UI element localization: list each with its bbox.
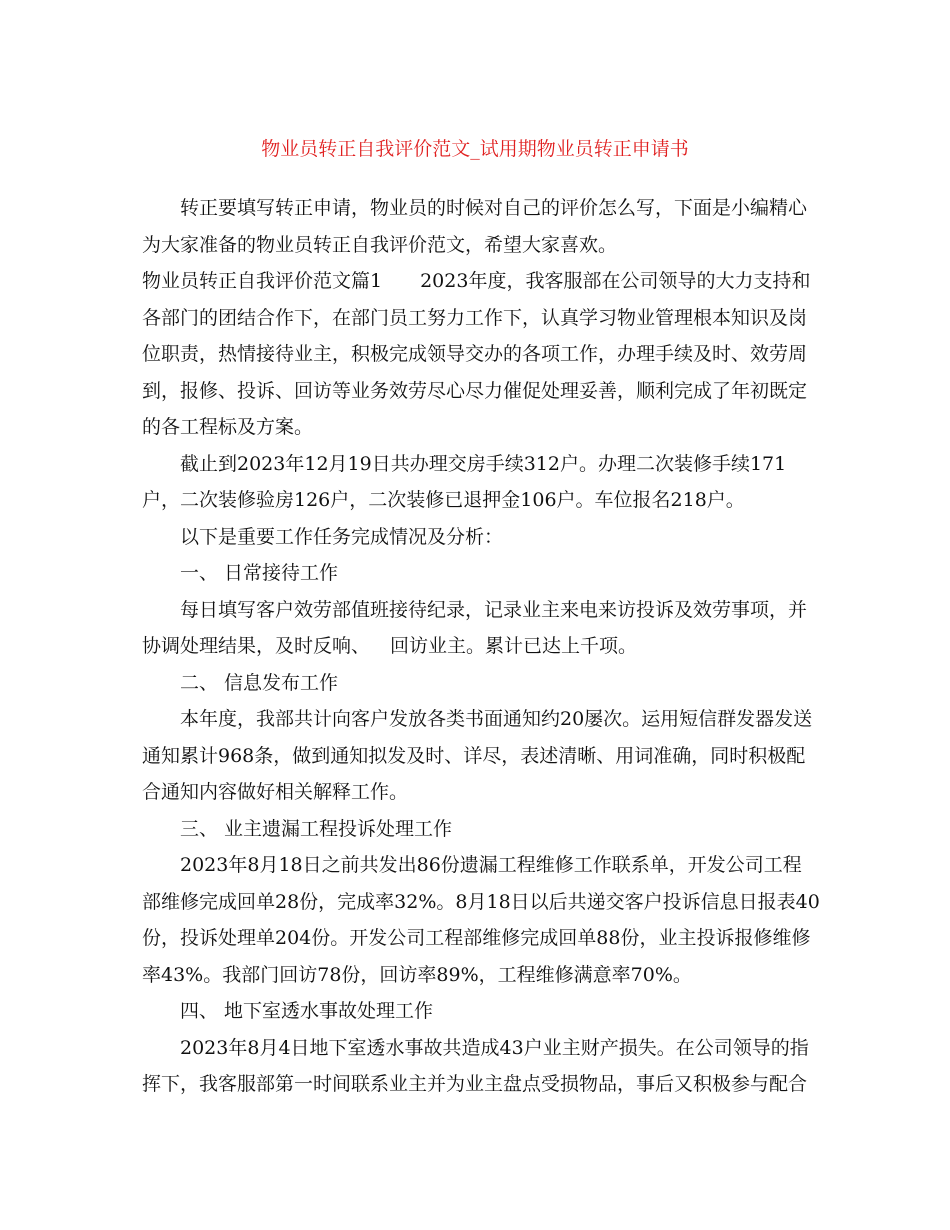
text-line [142, 263, 812, 300]
text-line: 本年度，我部共计向客户发放各类书面通知约20屡次。运用短信群发器发送 [180, 708, 813, 730]
text-fragment: 2023年度，我客服部在公司领导的大力支持和 [420, 270, 811, 292]
section-heading: 一、 日常接待工作 [180, 562, 339, 584]
text-line: 各部门的团结合作下，在部门员工努力工作下，认真学习物业管理根本知识及岗 [142, 306, 808, 329]
text-line: 户，二次装修验房126户，二次装修已退押金106户。车位报名218户。 [142, 489, 745, 511]
text-line: 截止到2023年12月19日共办理交房手续312户。办理二次装修手续171 [180, 452, 787, 475]
document-body [142, 190, 820, 1103]
text-line: 转正要填写转正申请，物业员的时候对自己的评价怎么写，下面是小编精心 [180, 197, 808, 219]
text-line: 位职责，热情接待业主，积极完成领导交办的各项工作，办理手续及时、效劳周 [142, 343, 808, 365]
text-fragment: 回访业主。累计已达上千项。 [390, 635, 638, 657]
text-line: 率43%。我部门回访78份，回访率89%，工程维修满意率70%。 [142, 963, 692, 986]
text-line: 部维修完成回单28份，完成率32%。8月18日以后共递交客户投诉信息日报表40 [142, 890, 820, 913]
text-line: 以下是重要工作任务完成情况及分析： [180, 525, 504, 548]
document-title: 物业员转正自我评价范文_试用期物业员转正申请书 [261, 138, 689, 160]
text-line: 到，报修、投诉、回访等业务效劳尽心尽力催促处理妥善，顺利完成了年初既定 [142, 379, 808, 402]
text-line: 每日填写客户效劳部值班接待纪录，记录业主来电来访投诉及效劳事项，并 [180, 598, 808, 621]
text-line: 的各工程标及方案。 [142, 416, 314, 438]
text-line: 份，投诉处理单204份。开发公司工程部维修完成回单88份，业主投诉报修维修 [142, 927, 811, 949]
text-line: 2023年8月4日地下室透水事故共造成43户业主财产损失。在公司领导的指 [180, 1036, 809, 1059]
text-line: 合通知内容做好相关解释工作。 [142, 781, 409, 803]
text-line: 为大家准备的物业员转正自我评价范文，希望大家喜欢。 [142, 233, 618, 256]
text-line: 2023年8月18日之前共发出86份遗漏工程维修工作联系单，开发公司工程 [180, 854, 802, 876]
text-line: 通知累计968条，做到通知拟发及时、详尽，表述清晰、用词准确，同时积极配 [142, 744, 806, 767]
text-fragment: 协调处理结果，及时反响、 [142, 635, 371, 657]
text-line: 挥下，我客服部第一时间联系业主并为业主盘点受损物品，事后又积极参与配合 [142, 1073, 808, 1095]
text-line [142, 628, 812, 665]
section-heading: 二、 信息发布工作 [180, 671, 339, 694]
section-heading: 三、 业主遗漏工程投诉处理工作 [180, 817, 453, 840]
section-heading-text: 物业员转正自我评价范文篇1 [142, 270, 383, 292]
section-heading: 四、 地下室透水事故处理工作 [180, 1000, 434, 1022]
